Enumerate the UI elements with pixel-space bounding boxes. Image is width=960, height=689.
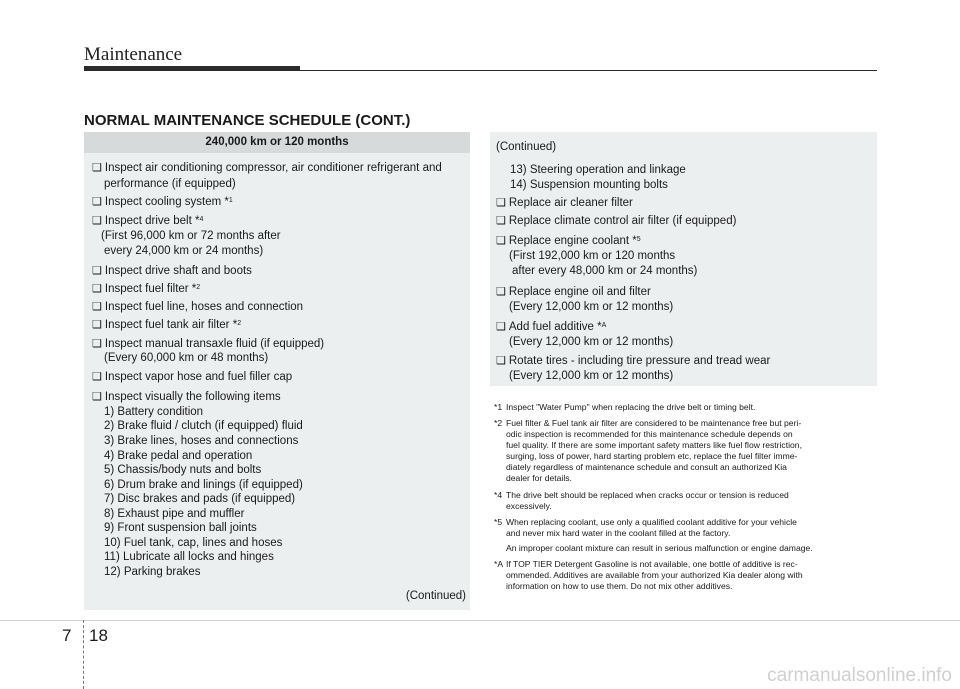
list-item-continuation: (Every 60,000 km or 48 months) — [104, 352, 269, 364]
footnote-text: dealer for details. — [506, 473, 572, 483]
footnote-ref: A — [601, 322, 607, 329]
section-title: NORMAL MAINTENANCE SCHEDULE (CONT.) — [84, 112, 411, 129]
footnote-ref: 2 — [237, 320, 242, 327]
list-item-continuation: (First 96,000 km or 72 months after — [101, 230, 281, 242]
checkbox-icon: ❑ — [496, 286, 506, 298]
footnote-text: Inspect "Water Pump" when replacing the drive belt or timing belt. — [506, 402, 756, 412]
list-item-continuation: performance (if equipped) — [104, 178, 236, 190]
footer-rule — [0, 620, 960, 621]
list-item-continuation: (Every 12,000 km or 12 months) — [509, 336, 674, 348]
left-schedule-panel — [84, 132, 470, 610]
footnote-ref: 1 — [228, 197, 233, 204]
list-item: ❑ Inspect fuel line, hoses and connection — [92, 301, 304, 313]
footnote-text: Fuel filter & Fuel tank air filter are considered to be maintenance free but peri- — [506, 418, 802, 428]
header-bar — [84, 66, 300, 71]
checkbox-icon: ❑ — [92, 283, 102, 295]
list-item: ❑ Inspect fuel filter *$^2$ — [92, 283, 201, 295]
checkbox-icon: ❑ — [92, 265, 102, 277]
continued-label: (Continued) — [496, 141, 557, 153]
list-item: ❑ Inspect visually the following items — [92, 391, 281, 403]
sub-item: 1) Battery condition — [104, 406, 204, 418]
section-number: 7 — [62, 626, 72, 645]
list-item-continuation: (Every 12,000 km or 12 months) — [509, 301, 674, 313]
footnote-marker: *4 — [494, 490, 503, 500]
sub-item: 3) Brake lines, hoses and connections — [104, 435, 299, 447]
checkbox-icon: ❑ — [92, 319, 102, 331]
checkbox-icon: ❑ — [496, 321, 506, 333]
list-item-continuation: (First 192,000 km or 120 months — [509, 250, 676, 262]
list-item: ❑ Inspect vapor hose and fuel filler cap — [92, 371, 293, 383]
footnote-marker: *A — [494, 559, 504, 569]
watermark: carmanualsonline.info — [767, 665, 952, 686]
checkbox-icon: ❑ — [496, 355, 506, 367]
footnote-ref: 2 — [196, 284, 201, 291]
checkbox-icon: ❑ — [496, 197, 506, 209]
footnote-text: information on how to use them. Do not mix other additives. — [506, 581, 733, 591]
footnote-marker: *1 — [494, 402, 503, 412]
checkbox-icon: ❑ — [496, 215, 506, 227]
footnote-text: The drive belt should be replaced when cracks occur or tension is reduced — [506, 490, 789, 500]
list-item: ❑ Inspect drive shaft and boots — [92, 265, 252, 277]
sub-item: 9) Front suspension ball joints — [104, 522, 257, 534]
header-title: Maintenance — [84, 44, 183, 65]
footnote-text: If TOP TIER Detergent Gasoline is not available, one bottle of additive is rec- — [506, 559, 798, 569]
sub-item: 14) Suspension mounting bolts — [510, 179, 668, 191]
page-number: 18 — [89, 626, 108, 645]
list-item-continuation: (Every 12,000 km or 12 months) — [509, 370, 674, 382]
checkbox-icon: ❑ — [92, 215, 102, 227]
sub-item: 7) Disc brakes and pads (if equipped) — [104, 493, 296, 505]
footnote-text: An improper coolant mixture can result in serious malfunction or engine damage. — [506, 543, 813, 553]
sub-item: 13) Steering operation and linkage — [510, 164, 686, 176]
footnote-text: When replacing coolant, use only a qualified coolant additive for your vehicle — [506, 517, 797, 527]
list-item: ❑ Inspect cooling system *$^1$ — [92, 196, 233, 208]
list-item: ❑ Inspect drive belt *$^4$ — [92, 215, 204, 227]
interval-heading: 240,000 km or 120 months — [84, 132, 470, 153]
sub-item: 4) Brake pedal and operation — [104, 450, 253, 462]
header-rule — [300, 70, 877, 71]
right-schedule-panel — [490, 132, 877, 386]
footnote-text: and never mix hard water in the coolant filled at the factory. — [506, 528, 731, 538]
sub-item: 2) Brake fluid / clutch (if equipped) fluid — [104, 420, 303, 432]
list-item: ❑ Replace engine oil and filter — [496, 286, 651, 298]
continued-label: (Continued) — [405, 590, 466, 602]
checkbox-icon: ❑ — [92, 391, 102, 403]
footnote-text: surging, loss of power, hard starting problem etc, replace the fuel filter imme- — [506, 451, 798, 461]
footnote-ref: 4 — [199, 216, 204, 223]
list-item-continuation: every 24,000 km or 24 months) — [104, 245, 264, 257]
footer-divider — [83, 620, 84, 689]
sub-item: 10) Fuel tank, cap, lines and hoses — [104, 537, 283, 549]
sub-item: 12) Parking brakes — [104, 566, 201, 578]
footnote-ref: 5 — [636, 236, 641, 243]
footnote-text: odic inspection is recommended for this maintenance schedule depends on — [506, 429, 793, 439]
checkbox-icon: ❑ — [92, 196, 102, 208]
list-item-continuation: after every 48,000 km or 24 months) — [512, 265, 698, 277]
footnote-marker: *2 — [494, 418, 503, 428]
footnote-text: diately regardless of maintenance schedule and consult an authorized Kia — [506, 462, 787, 472]
list-item: ❑ Replace climate control air filter (if equipped) — [496, 215, 737, 227]
list-item: ❑ Replace air cleaner filter — [496, 197, 633, 209]
checkbox-icon: ❑ — [92, 371, 102, 383]
list-item: ❑ Add fuel additive *$^A$ — [496, 321, 607, 333]
sub-item: 11) Lubricate all locks and hinges — [104, 551, 274, 563]
footnote-text: excessively. — [506, 501, 552, 511]
list-item: ❑ Rotate tires - including tire pressure and tread wear — [496, 355, 771, 367]
sub-item: 6) Drum brake and linings (if equipped) — [104, 479, 303, 491]
list-item: ❑ Inspect air conditioning compressor, air conditioner refrigerant and — [92, 162, 442, 174]
list-item: ❑ Inspect manual transaxle fluid (if equipped) — [92, 338, 325, 350]
list-item: ❑ Inspect fuel tank air filter *$^2$ — [92, 319, 242, 331]
sub-item: 5) Chassis/body nuts and bolts — [104, 464, 262, 476]
list-item: ❑ Replace engine coolant *$^5$ — [496, 235, 641, 247]
checkbox-icon: ❑ — [92, 162, 102, 174]
checkbox-icon: ❑ — [92, 338, 102, 350]
footnote-text: fuel quality. If there are some important safety matters like fuel flow restriction, — [506, 440, 802, 450]
checkbox-icon: ❑ — [92, 301, 102, 313]
checkbox-icon: ❑ — [496, 235, 506, 247]
sub-item: 8) Exhaust pipe and muffler — [104, 508, 245, 520]
footnote-text: ommended. Additives are available from your authorized Kia dealer along with — [506, 570, 803, 580]
footnote-marker: *5 — [494, 517, 503, 527]
